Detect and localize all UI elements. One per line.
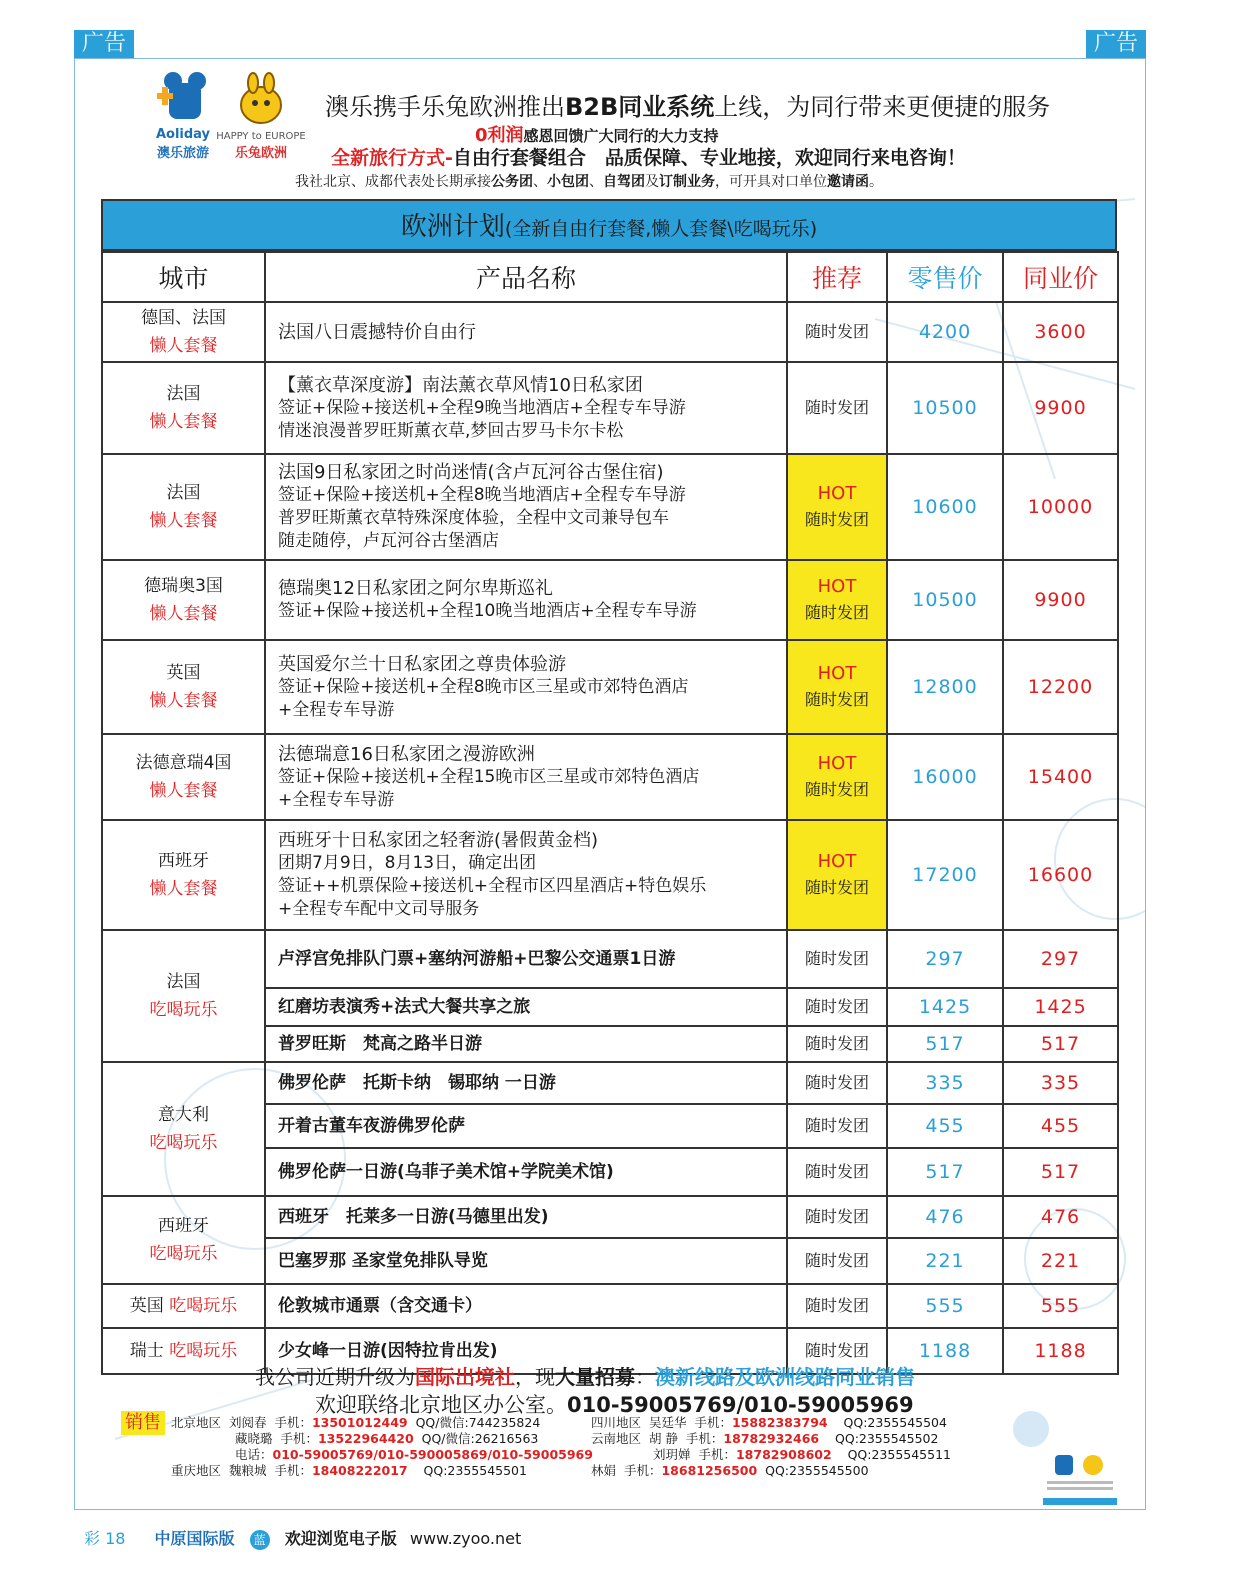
product-title: 巴塞罗那 圣家堂免排队导览	[278, 1250, 488, 1271]
product-title: 卢浮宫免排队门票+塞纳河游船+巴黎公交通票1日游	[278, 948, 676, 969]
contact-linjuan: 林娟 手机：18681256500 QQ:2355545500	[591, 1463, 869, 1478]
recommend-cell: 随时发团	[787, 988, 887, 1026]
retail-price: 297	[887, 930, 1003, 988]
peer-price: 10000	[1003, 454, 1118, 560]
city-cell	[102, 1196, 265, 1284]
peer-price: 517	[1003, 1148, 1118, 1196]
city-package: 懒人套餐	[149, 412, 218, 432]
sales-badge: 销售	[121, 1411, 165, 1435]
retail-price: 335	[887, 1062, 1003, 1104]
recommend-cell	[787, 820, 887, 930]
sub-headline-new-travel: 全新旅行方式-自由行套餐组合 品质保障、专业地接，欢迎同行来电咨询！	[331, 147, 966, 169]
retail-price: 1188	[887, 1328, 1003, 1374]
edition-name: 中原国际版	[154, 1529, 235, 1548]
table-row	[102, 930, 1118, 988]
product-title: 普罗旺斯 梵高之路半日游	[278, 1033, 482, 1054]
city-name: 英国	[166, 663, 201, 683]
product-title: 红磨坊表演秀+法式大餐共享之旅	[278, 996, 531, 1017]
departure-text: 随时发团	[804, 398, 869, 417]
recommend-cell: 随时发团	[787, 1284, 887, 1328]
recommend-cell: 随时发团	[787, 1062, 887, 1104]
table-row	[102, 1196, 1118, 1238]
happy-europe-cn: 乐兔欧洲	[234, 146, 287, 161]
city-name: 英国	[129, 1296, 164, 1316]
retail-price: 221	[887, 1238, 1003, 1284]
product-cell	[265, 1284, 787, 1328]
header-city: 城市	[102, 252, 265, 302]
table-row	[102, 1062, 1118, 1104]
city-cell	[102, 1284, 265, 1328]
product-cell	[265, 820, 787, 930]
city-package: 懒人套餐	[149, 781, 218, 801]
city-package: 吃喝玩乐	[169, 1296, 238, 1316]
aoliday-brand-cn: 澳乐旅游	[156, 146, 209, 161]
product-cell	[265, 1062, 787, 1104]
peer-price: 221	[1003, 1238, 1118, 1284]
city-package: 懒人套餐	[149, 604, 218, 624]
city-package: 吃喝玩乐	[149, 1000, 218, 1020]
city-name: 西班牙	[158, 1216, 209, 1236]
ad-frame	[74, 58, 1146, 1510]
recommend-cell	[787, 560, 887, 640]
recommend-cell: 随时发团	[787, 930, 887, 988]
retail-price: 455	[887, 1104, 1003, 1148]
city-cell	[102, 734, 265, 820]
product-title: 开着古董车夜游佛罗伦萨	[278, 1115, 465, 1136]
city-cell	[102, 640, 265, 734]
product-cell	[265, 560, 787, 640]
product-title: 少女峰一日游(因特拉肯出发)	[278, 1340, 498, 1361]
product-title: 法德瑞意16日私家团之漫游欧洲	[278, 743, 535, 765]
product-detail: 签证++机票保险+接送机+全程市区四星酒店+特色娱乐	[278, 876, 707, 896]
recommend-cell: 随时发团	[787, 1148, 887, 1196]
table-row	[102, 820, 1118, 930]
city-package: 吃喝玩乐	[149, 1133, 218, 1153]
europe-plan-table	[101, 199, 1117, 1375]
city-package: 懒人套餐	[149, 879, 218, 899]
city-package: 懒人套餐	[149, 511, 218, 531]
contact-beijing-1: 北京地区 刘阅春 手机：13501012449 QQ/微信:744235824	[171, 1415, 541, 1430]
departure-text: 随时发团	[804, 603, 869, 622]
product-title: 佛罗伦萨 托斯卡纳 锡耶纳 一日游	[278, 1072, 556, 1093]
peer-price: 16600	[1003, 820, 1118, 930]
product-title: 【薰衣草深度游】南法薰衣草风情10日私家团	[278, 374, 643, 396]
hot-badge: HOT	[817, 851, 857, 872]
retail-price: 4200	[887, 302, 1003, 362]
sub-headline-zero-profit: 0利润感恩回馈广大同行的大力支持	[475, 125, 719, 146]
city-name: 法国	[166, 384, 201, 404]
hot-badge: HOT	[817, 483, 857, 504]
retail-price: 10500	[887, 560, 1003, 640]
product-title: 法国9日私家团之时尚迷情(含卢瓦河谷古堡住宿)	[278, 462, 664, 483]
peer-price: 9900	[1003, 362, 1118, 454]
city-package: 懒人套餐	[149, 691, 218, 711]
peer-price: 335	[1003, 1062, 1118, 1104]
happy-europe-en: HAPPY to EUROPE	[216, 131, 306, 142]
recommend-cell	[787, 362, 887, 454]
departure-text: 随时发团	[804, 322, 869, 341]
departure-text: 随时发团	[804, 780, 869, 799]
product-detail: 签证+保险+接送机+全程8晚当地酒店+全程专车导游	[278, 485, 686, 505]
retail-price: 12800	[887, 640, 1003, 734]
product-cell	[265, 454, 787, 560]
welcome-text: 欢迎浏览电子版	[284, 1529, 397, 1548]
city-inline	[130, 1341, 237, 1361]
city-cell	[102, 1328, 265, 1374]
hot-badge: HOT	[817, 576, 857, 597]
product-cell	[265, 734, 787, 820]
city-package: 懒人套餐	[149, 336, 218, 356]
product-cell	[265, 1148, 787, 1196]
product-detail: 签证+保险+接送机+全程10晚当地酒店+全程专车导游	[278, 601, 697, 621]
peer-price: 1188	[1003, 1328, 1118, 1374]
contact-sichuan: 四川地区 吴廷华 手机：15882383794 QQ:2355545504	[591, 1415, 947, 1430]
product-title: 佛罗伦萨一日游(乌菲子美术馆+学院美术馆)	[278, 1161, 614, 1182]
product-title: 法国八日震撼特价自由行	[278, 321, 476, 343]
headline: 澳乐携手乐兔欧洲推出B2B同业系统上线，为同行带来更便捷的服务	[325, 93, 1051, 121]
product-cell	[265, 930, 787, 988]
ad-tag-right: 广告	[1086, 30, 1146, 58]
page-number: 彩 18	[84, 1529, 126, 1548]
happy-europe-logo	[211, 71, 311, 161]
city-package: 吃喝玩乐	[149, 1244, 218, 1264]
product-title: 西班牙 托莱多一日游(马德里出发)	[278, 1206, 549, 1227]
product-detail: 签证+保险+接送机+全程8晚市区三星或市郊特色酒店	[278, 676, 689, 697]
product-title: 英国爱尔兰十日私家团之尊贵体验游	[278, 653, 566, 675]
product-detail: +全程专车配中文司导服务	[278, 899, 480, 919]
retail-price: 17200	[887, 820, 1003, 930]
city-cell	[102, 820, 265, 930]
recruit-line: 我公司近期升级为国际出境社，现大量招募：澳新线路及欧洲线路同业销售	[255, 1365, 915, 1389]
city-name: 西班牙	[158, 851, 209, 871]
product-title: 伦敦城市通票（含交通卡）	[278, 1295, 482, 1316]
contact-yunnan-1: 云南地区 胡 静 手机：18782932466 QQ:2355545502	[591, 1431, 939, 1446]
peer-price: 1425	[1003, 988, 1118, 1026]
table-row	[102, 302, 1118, 362]
rabbit-mascot-icon	[233, 71, 289, 127]
departure-text: 随时发团	[804, 690, 869, 709]
city-name: 德瑞奥3国	[144, 576, 223, 596]
city-name: 德国、法国	[141, 308, 226, 328]
product-detail: +全程专车导游	[278, 699, 395, 720]
product-detail: +全程专车导游	[278, 789, 395, 810]
departure-text: 随时发团	[804, 510, 869, 529]
hot-badge: HOT	[817, 663, 857, 684]
table-row	[102, 734, 1118, 820]
recommend-cell: 随时发团	[787, 1196, 887, 1238]
table-header-row	[102, 252, 1118, 302]
product-cell	[265, 988, 787, 1026]
departure-text: 随时发团	[804, 878, 869, 897]
table-row	[102, 454, 1118, 560]
product-cell	[265, 1104, 787, 1148]
product-detail: 情迷浪漫普罗旺斯薰衣草,梦回古罗马卡尔卡松	[278, 420, 624, 441]
city-name: 意大利	[158, 1105, 209, 1125]
peer-price: 15400	[1003, 734, 1118, 820]
header-peer: 同业价	[1003, 252, 1118, 302]
peer-price: 555	[1003, 1284, 1118, 1328]
header-retail: 零售价	[887, 252, 1003, 302]
recommend-cell: 随时发团	[787, 1104, 887, 1148]
product-cell	[265, 1238, 787, 1284]
table-body	[102, 302, 1118, 1374]
peer-price: 3600	[1003, 302, 1118, 362]
retail-price: 517	[887, 1026, 1003, 1062]
recommend-cell: 随时发团	[787, 1238, 887, 1284]
product-title: 德瑞奥12日私家团之阿尔卑斯巡礼	[278, 578, 553, 599]
header-product: 产品名称	[265, 252, 787, 302]
aoliday-brand-en: Aoliday	[155, 127, 211, 142]
peer-price: 455	[1003, 1104, 1118, 1148]
contact-beijing-tel: 电话：010-59005769/010-590005869/010-59005969	[235, 1447, 593, 1462]
table-row	[102, 640, 1118, 734]
mini-ad-thumbnail	[1041, 1449, 1119, 1505]
ad-tag-left: 广告	[74, 30, 134, 58]
recommend-cell	[787, 640, 887, 734]
product-detail: 签证+保险+接送机+全程15晚市区三星或市郊特色酒店	[278, 766, 700, 787]
recommend-cell	[787, 454, 887, 560]
mini-logo-icon	[1041, 1449, 1119, 1497]
peer-price: 12200	[1003, 640, 1118, 734]
city-package: 吃喝玩乐	[169, 1341, 238, 1361]
city-cell	[102, 454, 265, 560]
sub-headline-services: 我社北京、成都代表处长期承接公务团、小包团、自驾团及订制业务，可开具对口单位邀请函。	[295, 174, 883, 190]
city-inline	[130, 1296, 237, 1316]
table-row	[102, 560, 1118, 640]
product-cell	[265, 1026, 787, 1062]
retail-price: 517	[887, 1148, 1003, 1196]
contact-chongqing: 重庆地区 魏粮城 手机：18408222017 QQ:2355545501	[171, 1463, 527, 1478]
city-cell	[102, 930, 265, 1062]
product-detail: 团期7月9日，8月13日，确定出团	[278, 853, 537, 873]
city-cell	[102, 302, 265, 362]
blue-badge: 蓝	[250, 1530, 270, 1550]
peer-price: 297	[1003, 930, 1118, 988]
product-cell	[265, 640, 787, 734]
product-cell	[265, 1196, 787, 1238]
hot-badge: HOT	[817, 753, 857, 774]
aoliday-bear-icon	[155, 71, 211, 123]
retail-price: 1425	[887, 988, 1003, 1026]
retail-price: 476	[887, 1196, 1003, 1238]
product-title: 西班牙十日私家团之轻奢游(暑假黄金档)	[278, 830, 599, 851]
recommend-cell: 随时发团	[787, 1328, 887, 1374]
product-detail: 普罗旺斯薰衣草特殊深度体验，全程中文司兼导包车	[278, 508, 669, 528]
retail-price: 10600	[887, 454, 1003, 560]
plan-table	[101, 251, 1119, 1375]
website-link[interactable]: www.zyoo.net	[409, 1529, 522, 1548]
city-name: 法德意瑞4国	[135, 753, 232, 773]
peer-price: 476	[1003, 1196, 1118, 1238]
contact-office-line: 欢迎联络北京地区办公室。010-59005769/010-59005969	[315, 1393, 914, 1417]
retail-price: 10500	[887, 362, 1003, 454]
city-name: 瑞士	[129, 1341, 164, 1361]
retail-price: 555	[887, 1284, 1003, 1328]
page-footer	[84, 1526, 521, 1550]
city-cell	[102, 362, 265, 454]
contact-yunnan-2: 刘玥婵 手机：18782908602 QQ:2355545511	[653, 1447, 951, 1462]
peer-price: 517	[1003, 1026, 1118, 1062]
product-cell	[265, 362, 787, 454]
table-row	[102, 362, 1118, 454]
product-cell	[265, 302, 787, 362]
peer-price: 9900	[1003, 560, 1118, 640]
city-cell	[102, 560, 265, 640]
contact-beijing-2: 藏晓璐 手机：13522964420 QQ/微信:26216563	[235, 1431, 539, 1446]
header-recommend: 推荐	[787, 252, 887, 302]
plan-title: 欧洲计划(全新自由行套餐,懒人套餐\吃喝玩乐)	[101, 199, 1117, 251]
product-detail: 签证+保险+接送机+全程9晚当地酒店+全程专车导游	[278, 397, 686, 418]
city-name: 法国	[166, 972, 201, 992]
city-name: 法国	[166, 483, 201, 503]
recommend-cell	[787, 734, 887, 820]
product-detail: 随走随停，卢瓦河谷古堡酒店	[278, 531, 499, 551]
table-row	[102, 1284, 1118, 1328]
city-cell	[102, 1062, 265, 1196]
recommend-cell: 随时发团	[787, 1026, 887, 1062]
recommend-cell	[787, 302, 887, 362]
retail-price: 16000	[887, 734, 1003, 820]
